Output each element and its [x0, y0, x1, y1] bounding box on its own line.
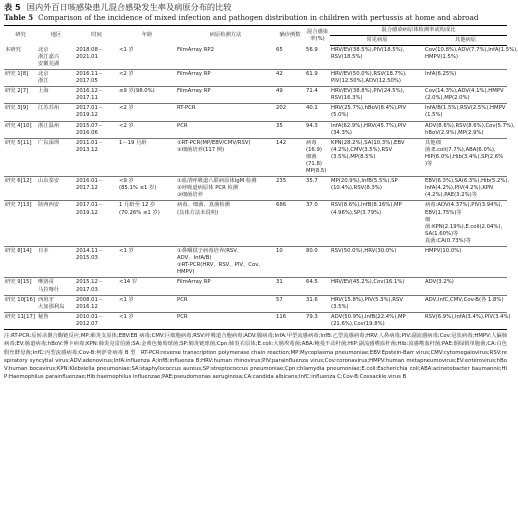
age-cell: <2 岁: [118, 121, 176, 138]
age-cell: 1 月龄至 12 岁 (70.26% ≤1 岁): [118, 201, 176, 247]
method-cell: ①鼻咽拭子病毒培养(RSV、 ADV、InfA/B) ②RT-PCR(HRV、RSV、PIV、Cov、 HMPV): [176, 247, 275, 278]
region-cell: 北京 浙江: [37, 69, 75, 86]
diagnosed-count-cell: 235: [275, 177, 305, 201]
mixed-rate-cell: 71.4: [305, 87, 330, 104]
study-cell: 研究 4[10]: [4, 121, 37, 138]
time-cell: 2016.12－ 2017.11: [75, 87, 118, 104]
common-pathogen-cell: KPN(28.2%),SA(10.3%),EBV (4.2%),CMV(3.5%),RSV (3.5%),MP(8.5%): [330, 138, 424, 176]
other-pathogen-cell: Cov(14.3%),ADV(4.1%),HMPV (2.0%),MP(2.0%): [424, 87, 507, 104]
region-cell: 山东泰安: [37, 177, 75, 201]
other-pathogen-cell: ADV(8.6%),RSV(8.6%),Cov(5.7%), hBoV(2.9%),MP(2.9%): [424, 121, 507, 138]
method-cell: 病毒、细菌、真菌检测 (具体方法未说明): [176, 201, 275, 247]
age-cell: <1 岁: [118, 295, 176, 312]
table-row: [4, 278, 507, 295]
method-cell: FilmArray RP: [176, 69, 275, 86]
time-cell: 2017.01－ 2019.12: [75, 201, 118, 247]
method-cell: PCR: [176, 121, 275, 138]
region-cell: 秘鲁: [37, 312, 75, 329]
mixed-rate-cell: 37.0: [305, 201, 330, 247]
table-row: [4, 46, 507, 70]
age-cell: <2 岁: [118, 104, 176, 121]
age-cell: <9 岁 (85.1% ≤1 岁): [118, 177, 176, 201]
age-cell: <1 岁: [118, 247, 176, 278]
table-row: [4, 247, 507, 278]
time-cell: 2016.01－ 2017.12: [75, 177, 118, 201]
table-footnote: 注:RT-PCR:反转录聚合酶链反应;MP:肺炎支原体;EBV:EB 病毒;CMV:巨细胞病毒;RSV:呼吸道合胞病毒;ADV:腺病毒;InfA:甲型流感病毒;InfB:乙型流感病毒;HRV:人鼻病毒;PIV:副流感病毒;Cov:冠状病毒;HMPV:人偏肺病毒;EV:肠道病毒;hBoV:博卡病毒;KPN:肺炎克雷伯菌;SA:金黄色葡萄球菌;SP:肺炎链球菌;Cpn:肺炎衣原体;E.coli:大肠埃希菌;ABA:鲍曼不动杆菌;HIP:副流感嗜血杆菌;Hib:流感嗜血杆菌;PAE:铜绿假单胞菌;CA:白色假丝酵母菌;InfC:丙型流感病毒;Cov-B:柯萨奇病毒 B 型 RT-PCR:reverse transcription polymerase chain reaction;MP:Mycoplasma pneumoniae;EBV:Epstein-Barr virus;CMV:cytomegalovirus;RSV:respiratory syncytial virus;ADV:adenovirus;InfA:influenza A;InfB:influenza B;HRV:human rhinovirus;PIV:parainfluenza virus;Cov:coronavirus;HMPV:human metapneumovirus;EV:enterovirus;hBoV:human bocavirus;KPN:Klebsiella pneumoniae;SA:staphylococcus aureus;SP:streptococcus pneumoniae;Cpn:chlamydia pneumoniae;E.coli:Escherichia coli;ABA:acinetobacter baumannii;HIP:Haemophilus parainfluenzae;Hib:haemophilus influenzae;PAE:pseudomonas aeruginosa;CA:candida albicans;InfC:influenza C;Cov-B:Coxsackie virus B: [4, 332, 507, 381]
mixed-rate-cell: 病毒(16.9) 细菌(71.8) MP(8.5): [305, 138, 330, 176]
age-cell: <2 岁: [118, 69, 176, 86]
diagnosed-count-cell: 57: [275, 295, 305, 312]
time-cell: 2014.11－ 2015.03: [75, 247, 118, 278]
col-header-group: 混合感染病原体检测率或构成比: [330, 26, 507, 36]
mixed-rate-cell: 94.3: [305, 121, 330, 138]
region-cell: 广东深圳: [37, 138, 75, 176]
diagnosed-count-cell: 10: [275, 247, 305, 278]
common-pathogen-cell: ADV(50.9%),InfB(22.4%),MP (21.6%),Cov(19.8%): [330, 312, 424, 329]
time-cell: 2015.07－ 2016.06: [75, 121, 118, 138]
table-row: [4, 121, 507, 138]
age-cell: <1 岁: [118, 312, 176, 329]
diagnosed-count-cell: 31: [275, 278, 305, 295]
other-pathogen-cell: HMPV(10.0%): [424, 247, 507, 278]
col-header-common: 常见病原: [330, 36, 424, 46]
other-pathogen-cell: InfA/B(1.5%),RSV(2.5%),HMPV (1.5%): [424, 104, 507, 121]
table-page: [4, 2, 518, 382]
method-cell: FilmArray RP: [176, 278, 275, 295]
col-header-time: 时间: [75, 26, 118, 46]
time-cell: 2011.01－ 2013.12: [75, 138, 118, 176]
region-cell: 北京 浙江嘉兴 安徽芜湖: [38, 46, 60, 67]
time-cell: 2015.12－ 2017.03: [75, 278, 118, 295]
diagnosed-count-cell: 65: [276, 46, 283, 53]
table-row: [4, 177, 507, 201]
age-cell: ≤9 岁(98.0%): [118, 87, 176, 104]
other-pathogen-cell: RSV(6.9%),InfA(3.4%),PIV(3.4%): [424, 312, 507, 329]
diagnosed-count-cell: 35: [275, 121, 305, 138]
table-number-en: Table 5: [4, 13, 34, 22]
study-cell: 研究 5[11]: [4, 138, 37, 176]
mixed-rate-cell: 35.7: [305, 177, 330, 201]
study-cell: 研究 1[8]: [4, 69, 37, 86]
table-title-en: [4, 13, 507, 23]
table-caption-en: Comparison of the incidence of mixed infection and pathogen distribution in children with pertussis at home and abroad: [38, 13, 479, 22]
diagnosed-count-cell: 142: [275, 138, 305, 176]
method-cell: ①RT-PCR(MP/EBV/CMV/RSV) ②细菌培养(117 例): [176, 138, 275, 176]
col-header-rate: 混合感染率(%): [305, 26, 330, 46]
col-header-diagnosed: 确诊例数: [275, 26, 305, 46]
study-cell: 研究 8[14]: [4, 247, 37, 278]
table-row: [4, 104, 507, 121]
common-pathogen-cell: RSV(8.6%),InfB(8.16%),MP (4.96%),SP(3.79%): [330, 201, 424, 247]
table-row: [4, 312, 507, 329]
method-cell: PCR: [176, 295, 275, 312]
common-pathogen-cell: HRV(25.7%),hBoV(8.4%),PIV (5.0%): [330, 104, 424, 121]
other-pathogen-cell: 病毒:ADV(4.37%),PIV(3.94%), EBV(1.75%)等 细菌:KPN(2.19%),E.coli(2.04%), SA(1.60%)等 真菌:CA(0.73%)等: [424, 201, 507, 247]
table-body: [4, 46, 518, 330]
region-cell: 日本: [37, 247, 75, 278]
table-row: [4, 138, 507, 176]
mixed-rate-cell: 40.1: [305, 104, 330, 121]
region-cell: 西班牙 大加那利岛: [37, 295, 75, 312]
time-cell: 2010.01－ 2012.07: [75, 312, 118, 329]
time-cell: 2008.01－ 2016.12: [75, 295, 118, 312]
common-pathogen-cell: HRV/EV(45.2%),Cov(16.1%): [330, 278, 424, 295]
common-pathogen-cell: MP(20.9%),InfB(5.5%),SP (10.4%),RSV(8.3%): [330, 177, 424, 201]
method-cell: PCR: [176, 312, 275, 329]
study-cell: 研究 9[15]: [4, 278, 37, 295]
study-cell: 研究 3[9]: [4, 104, 37, 121]
mixed-rate-cell: 61.9: [305, 69, 330, 86]
table-row: [4, 87, 507, 104]
diagnosed-count-cell: 202: [275, 104, 305, 121]
table-row: [4, 69, 507, 86]
diagnosed-count-cell: 116: [275, 312, 305, 329]
col-header-region: 地区: [37, 26, 75, 46]
age-cell: <14 岁: [118, 278, 176, 295]
study-cell: 研究 10[16]: [4, 295, 37, 312]
method-cell: FilmArray RP2: [177, 46, 214, 53]
table-row: [4, 295, 507, 312]
method-cell: FilmArray RP: [176, 87, 275, 104]
diagnosed-count-cell: 42: [275, 69, 305, 86]
diagnosed-count-cell: 686: [275, 201, 305, 247]
mixed-rate-cell: 64.5: [305, 278, 330, 295]
table-title-cn: [4, 2, 507, 13]
other-pathogen-cell: ADV(3.2%): [424, 278, 507, 295]
col-header-study: 研究: [4, 26, 37, 46]
other-pathogen-cell: InfA(6.25%): [424, 69, 507, 86]
mixed-rate-cell: 31.6: [305, 295, 330, 312]
table-row: [4, 201, 507, 247]
region-cell: 陕西西安: [37, 201, 75, 247]
study-cell: 本研究: [5, 46, 21, 53]
col-header-age: 年龄: [118, 26, 176, 46]
time-cell: 2017.01－ 2019.12: [75, 104, 118, 121]
other-pathogen-cell: EBV(6.3%),SA(6.3%),Hib(5.2%), InfA(4.2%),PIV(4.2%),KPN (4.2%),PAE(3.2%)等: [424, 177, 507, 201]
region-cell: 摩洛哥 马拉喀什: [37, 278, 75, 295]
common-pathogen-cell: InfA(62.9%),HRV(45.7%),PIV (34.3%): [330, 121, 424, 138]
method-cell: RT-PCR: [176, 104, 275, 121]
common-pathogen-cell: RSV(50.0%),HRV(30.0%): [330, 247, 424, 278]
common-pathogen-cell: HRV(15.8%),PIV(5.3%),RSV (3.5%): [330, 295, 424, 312]
other-pathogen-cell: Cov(10.8%),ADV(7.7%),InfA(1.5%), HMPV(1.5%): [425, 47, 518, 61]
method-cell: ①血清呼吸道八联病原体IgM 检测 ②呼吸道病原体 PCR 检测 ③细菌培养: [176, 177, 275, 201]
other-pathogen-cell: 其他细菌:E.coli(7.7%),ABA(6.0%), HIP(6.0%),Hib(3.4%),SP(2.6% )等: [424, 138, 507, 176]
table-caption-cn: 国内外百日咳感染患儿混合感染发生率及病原分布的比较: [26, 2, 232, 12]
time-cell: 2016.11－ 2017.05: [75, 69, 118, 86]
study-cell: 研究 11[17]: [4, 312, 37, 329]
comparison-table: [4, 25, 518, 330]
region-cell: 上海: [37, 87, 75, 104]
study-cell: 研究 7[13]: [4, 201, 37, 247]
age-cell: <1 岁: [119, 46, 134, 53]
region-cell: 浙江温州: [37, 121, 75, 138]
study-cell: 研究 6[12]: [4, 177, 37, 201]
table-number-cn: 表 5: [4, 2, 21, 12]
region-cell: 江苏苏州: [37, 104, 75, 121]
common-pathogen-cell: HRV/EV(38.8%),PIV(24.5%), RSV(16.3%): [330, 87, 424, 104]
time-cell: 2018.08－ 2021.01: [76, 46, 104, 60]
mixed-rate-cell: 79.3: [305, 312, 330, 329]
mixed-rate-cell: 56.9: [306, 46, 318, 53]
mixed-rate-cell: 80.0: [305, 247, 330, 278]
study-cell: 研究 2[7]: [4, 87, 37, 104]
diagnosed-count-cell: 49: [275, 87, 305, 104]
common-pathogen-cell: HRV/EV(38.5%),PIV(18.5%), RSV(18.5%): [331, 47, 405, 61]
age-cell: 1－19 月龄: [118, 138, 176, 176]
common-pathogen-cell: HRV/EV(50.0%),RSV(18.7%), PIV(12.50%),ADV(12.50%): [330, 69, 424, 86]
other-pathogen-cell: ADV,InfC,CMV,Cov-B(各 1.8%): [424, 295, 507, 312]
col-header-other: 其他病原: [424, 36, 507, 46]
col-header-method: 病原检测方法: [176, 26, 275, 46]
